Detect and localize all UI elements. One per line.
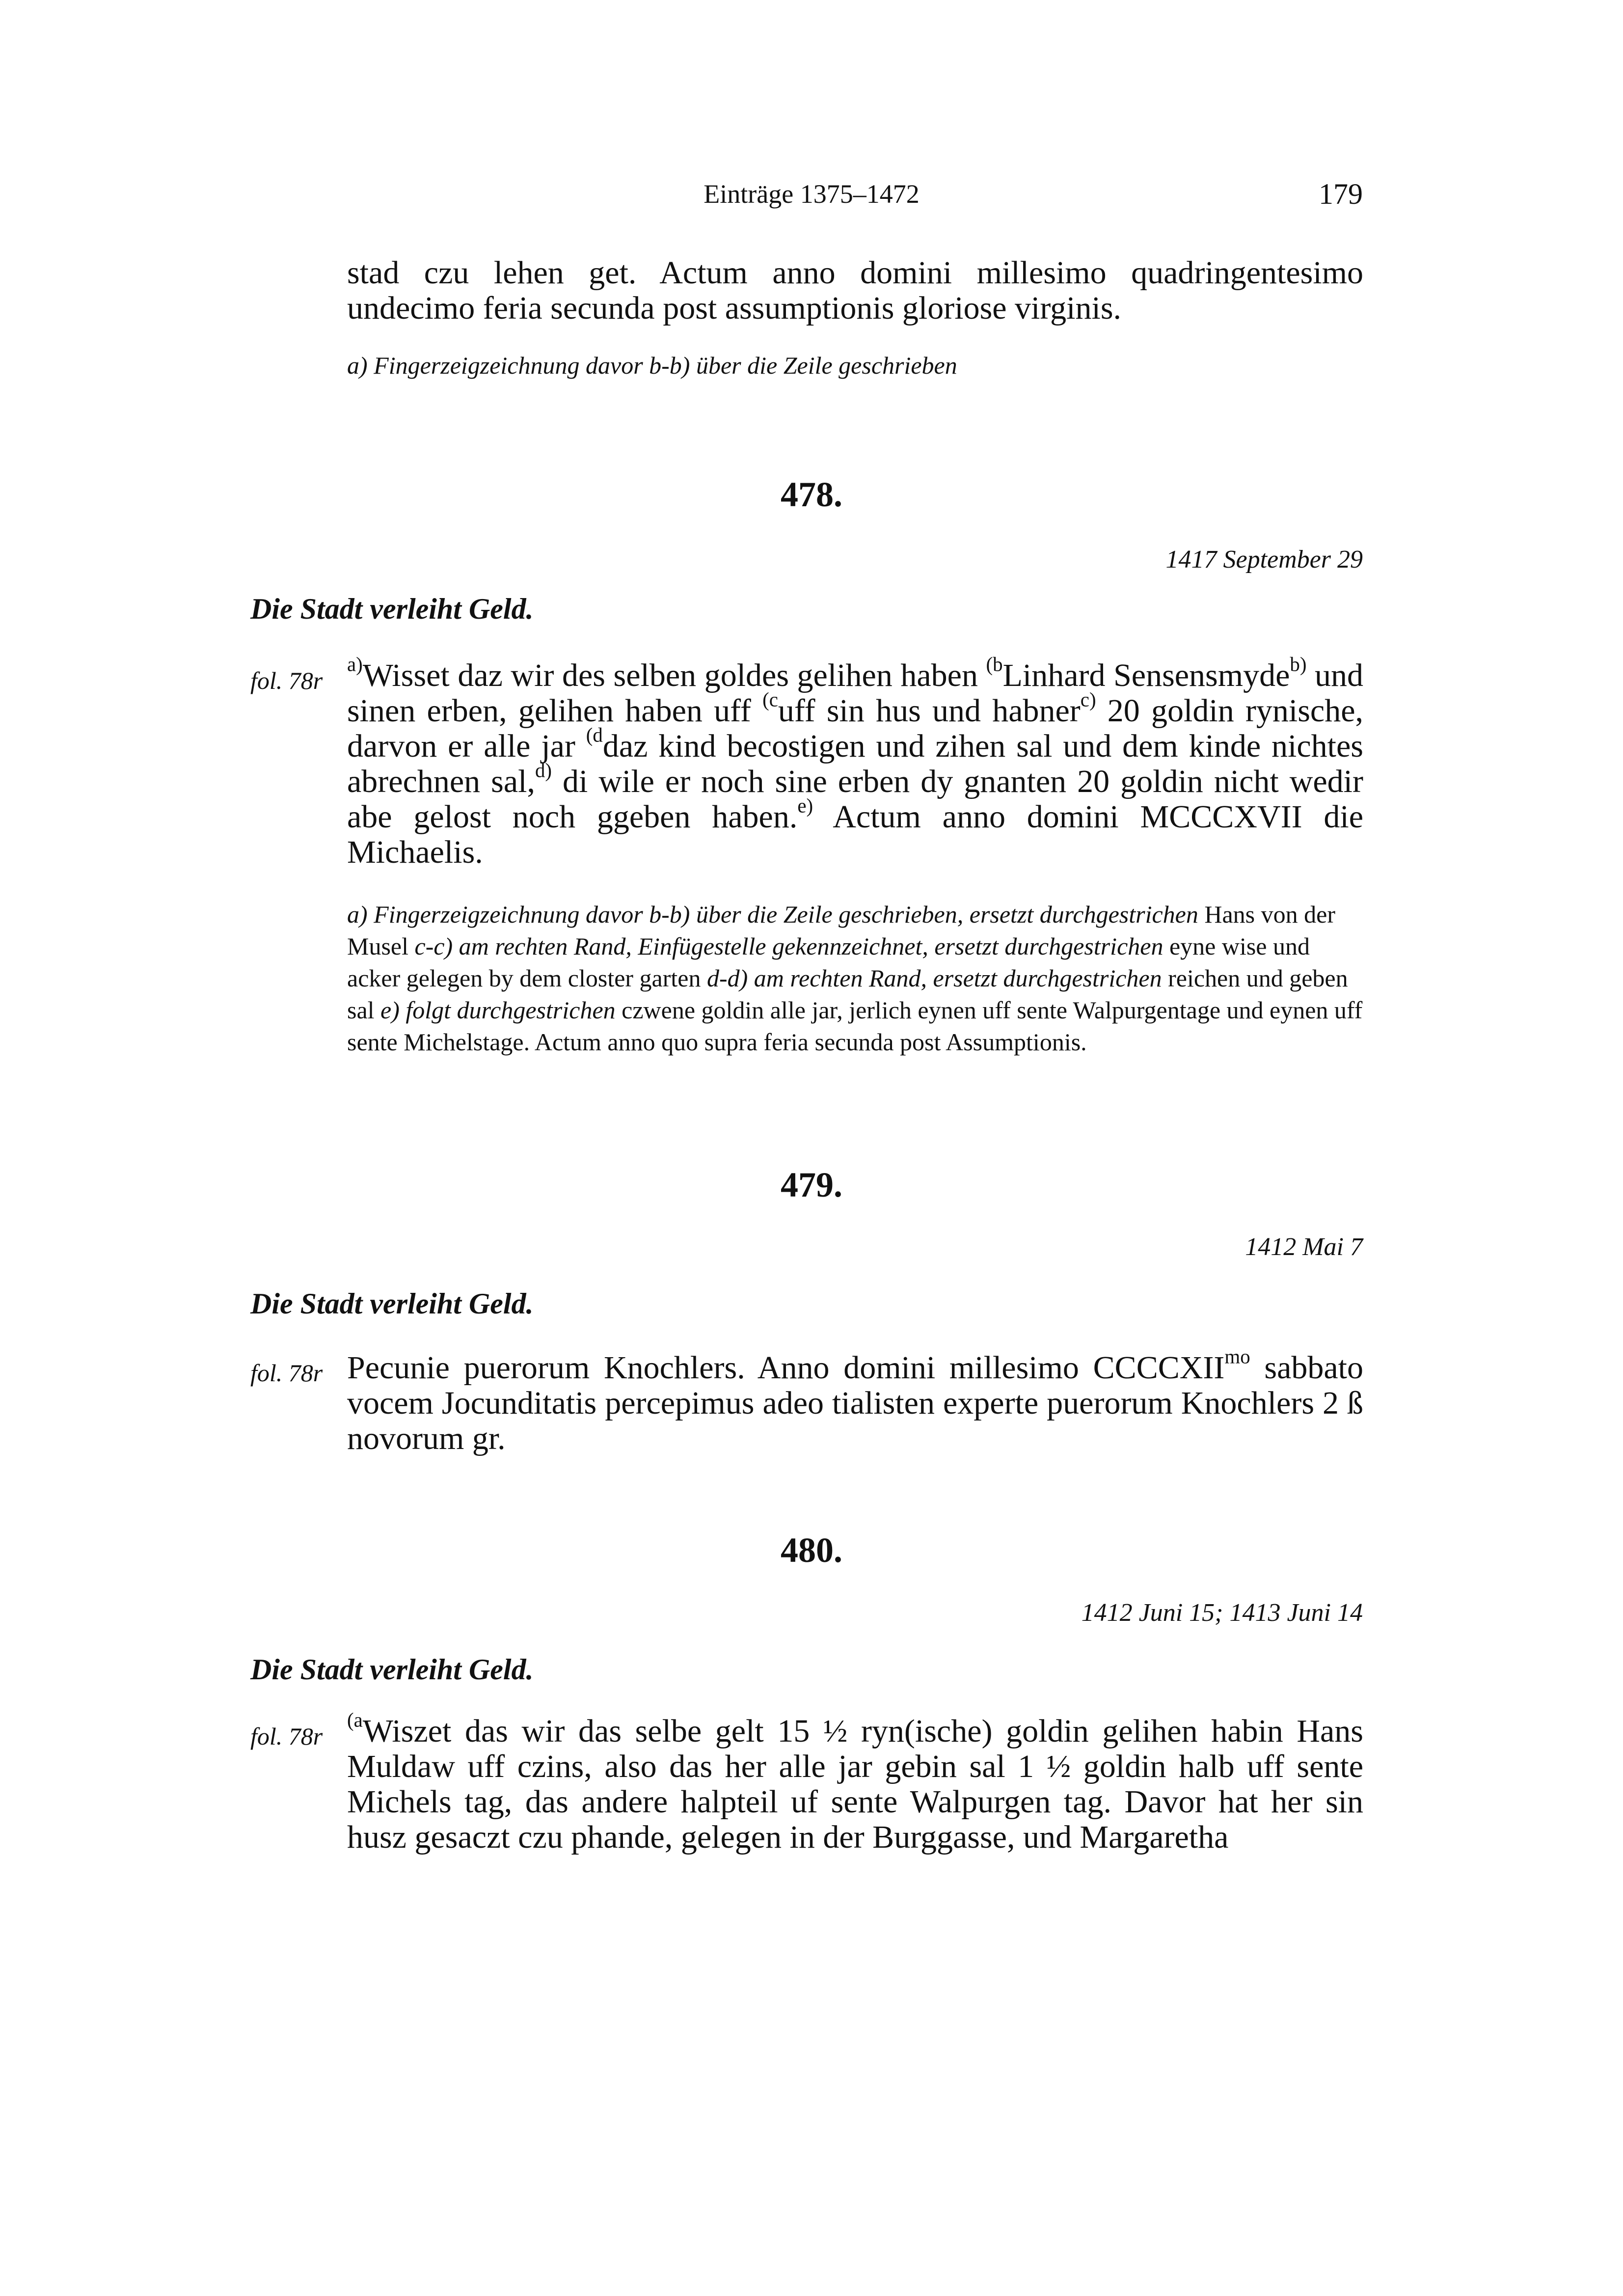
footnote-marker-a: a) xyxy=(347,653,363,676)
entry-478-paragraph xyxy=(347,653,1364,870)
footnote-marker-b-close: b) xyxy=(1290,653,1307,676)
entry-478-text-5: 20 goldin rynische, darvon er alle jar xyxy=(347,693,1363,764)
footnote-marker-b-open: (b xyxy=(986,653,1003,676)
entry-478-text-4: uff sin hus und habner xyxy=(778,693,1081,729)
superscript-mo: mo xyxy=(1224,1345,1250,1368)
footnote-marker-d-open: (d xyxy=(586,724,603,746)
entry-480-number: 480. xyxy=(781,1531,842,1570)
entry-478-footnote-paragraph xyxy=(347,899,1363,1058)
continuation-footnote: a) Fingerzeigzeichnung davor b-b) über die Zeile geschrieben xyxy=(347,352,957,379)
page-number: 179 xyxy=(1319,178,1363,210)
footnote-marker-c-close: c) xyxy=(1080,688,1096,711)
fn-part-6: reichen und geben sal xyxy=(347,964,1348,1024)
fn-part-1: a) Fingerzeigzeichnung davor b-b) über die Zeile geschrieben, ersetzt durchgestrichen xyxy=(347,901,1198,928)
entry-480-folio: fol. 78r xyxy=(250,1722,323,1750)
entry-479-text-1: Pecunie puerorum Knochlers. Anno domini millesimo CCCCXII xyxy=(347,1350,1225,1386)
entry-480-text-1: Wiszet das wir das selbe gelt 15 ½ ryn(ische) goldin gelihen habin Hans Muldaw uff czins, also das her alle jar gebin sal 1 ½ goldin halb uff sente Michels tag, das andere halpteil uf sente Walpurgen tag. Davor hat her sin husz gesaczt czu phande, gelegen in der Burggasse, und Margaretha xyxy=(347,1713,1363,1855)
fn-part-5: d-d) am rechten Rand, ersetzt durchgestrichen xyxy=(706,964,1162,992)
entry-479-paragraph xyxy=(347,1345,1363,1456)
entry-478-text-8: Actum anno domini MCCCXVII die Michaelis. xyxy=(347,799,1363,870)
fn-part-2: Hans von der Musel xyxy=(347,901,1335,960)
entry-479-date: 1412 Mai 7 xyxy=(1245,1233,1363,1261)
entry-480-date: 1412 Juni 15; 1413 Juni 14 xyxy=(1081,1599,1363,1627)
entry-479-text-block xyxy=(347,1345,1363,1456)
entry-478-number: 478. xyxy=(781,475,842,514)
entry-480-heading: Die Stadt verleiht Geld. xyxy=(250,1653,534,1686)
entry-479-number: 479. xyxy=(781,1165,842,1204)
fn-part-3: c-c) am rechten Rand, Einfügestelle gekennzeichnet, ersetzt durchgestrichen xyxy=(414,932,1163,960)
running-title: Einträge 1375–1472 xyxy=(703,179,920,209)
entry-479-text-2: sabbato vocem Jocunditatis percepimus adeo tialisten experte puerorum Knochlers 2 ß novorum gr. xyxy=(347,1350,1363,1456)
continuation-footnotes xyxy=(347,350,1363,382)
entry-478-text-6: daz kind becostigen und zihen sal und dem kinde nichtes abrechnen sal, xyxy=(347,728,1363,799)
fn-part-4: eyne wise und acker gelegen by dem closter garten xyxy=(347,932,1310,992)
entry-480-paragraph xyxy=(347,1709,1363,1855)
continuation-paragraph: stad czu lehen get. Actum anno domini millesimo quadringentesimo undecimo feria secunda post assumptionis gloriose virginis. xyxy=(347,255,1363,326)
continuation-text-block xyxy=(347,255,1363,326)
footnote-marker-d-close: d) xyxy=(535,759,552,782)
entry-478-text-3: und sinen erben, gelihen haben uff xyxy=(347,657,1364,729)
footnote-marker-c-open: (c xyxy=(762,688,778,711)
footnote-marker-e-close: e) xyxy=(797,794,813,817)
entry-478-date: 1417 September 29 xyxy=(1165,546,1363,574)
entry-478-folio: fol. 78r xyxy=(250,667,323,694)
entry-478-text-7: di wile er noch sine erben dy gnanten 20 goldin nicht wedir abe gelost noch ggeben haben. xyxy=(347,764,1363,835)
entry-478-footnotes xyxy=(347,899,1363,1058)
running-head xyxy=(0,174,1623,214)
entry-478-text-1: Wisset daz wir des selben goldes gelihen haben xyxy=(362,657,986,693)
fn-part-7: e) folgt durchgestrichen xyxy=(380,996,616,1024)
entry-480-text-block xyxy=(347,1709,1363,1855)
entry-478-text-block xyxy=(347,653,1364,870)
footnote-marker-a-open: (a xyxy=(347,1709,363,1731)
entry-479-folio: fol. 78r xyxy=(250,1359,323,1387)
entry-478-heading: Die Stadt verleiht Geld. xyxy=(250,593,534,625)
entry-478-text-2: Linhard Sensensmyde xyxy=(1002,657,1290,693)
fn-part-8: czwene goldin alle jar, jerlich eynen uff sente Walpurgentage und eynen uff sente Michelstage. Actum anno quo supra feria secunda post Assumptionis. xyxy=(347,996,1363,1056)
entry-479-heading: Die Stadt verleiht Geld. xyxy=(250,1287,534,1320)
